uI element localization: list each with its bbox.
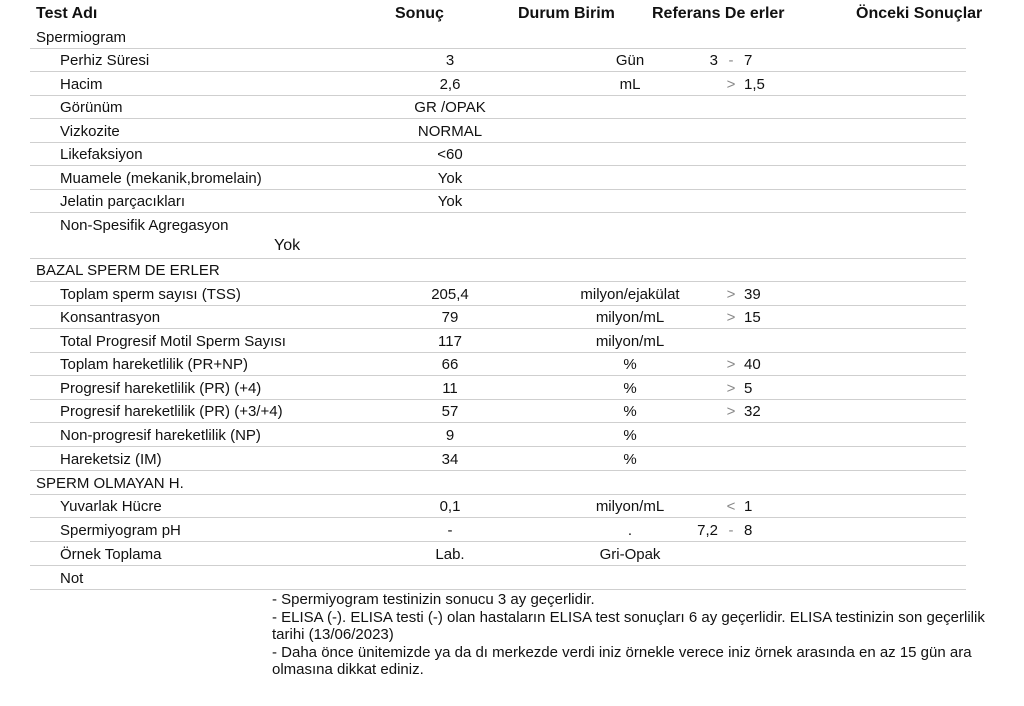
table-row [30,49,966,72]
header-test-name: Test Adı [36,5,98,22]
test-value: NORMAL [417,123,483,140]
test-name: Toplam sperm sayısı (TSS) [60,286,241,303]
test-name: Progresif hareketlilik (PR) (+4) [60,380,262,397]
header-status-unit: Durum Birim [518,5,615,22]
test-value: 205,4 [431,286,469,303]
test-name: Hareketsiz (IM) [60,451,162,468]
ref-value: 5 [744,380,753,397]
section-title: BAZAL SPERM DE ERLER [36,262,220,279]
test-name: Konsantrasyon [60,309,161,326]
test-name: Total Progresif Motil Sperm Sayısı [60,333,286,350]
test-unit: milyon/mL [595,333,665,350]
test-name: Vizkozite [60,123,120,140]
table-row [30,448,966,471]
ref-sign: > [726,286,736,303]
table-row [30,567,966,590]
test-value: 3 [445,52,455,69]
test-name: Jelatin parçacıkları [60,193,186,210]
test-value: <60 [437,146,463,163]
ref-sign: > [726,356,736,373]
ref-value: 32 [744,403,761,420]
test-name: Non-Spesifik Agregasyon [60,217,229,234]
section-row [30,26,966,49]
test-name: Yuvarlak Hücre [60,498,162,515]
ref-sign: > [726,380,736,397]
note-line: - Spermiyogram testinizin sonucu 3 ay geçerlidir. [272,591,595,608]
test-name: Hacim [60,76,103,93]
test-unit: milyon/mL [595,309,665,326]
test-value: 2,6 [439,76,461,93]
test-value: Yok [274,237,301,254]
note-line: - Daha önce ünitemizde ya da dı merkezde verdi iniz örnekle verece iniz örnek arasında en az 15 gün ara olmasına dikkat ediniz. [272,643,972,679]
table-row [30,306,966,329]
table-row [30,167,966,190]
test-unit: Gri-Opak [599,546,661,563]
ref-sign: > [726,403,736,420]
table-row [30,330,966,353]
table-row [30,214,966,259]
test-unit: mL [619,76,641,93]
ref-value: 15 [744,309,761,326]
notes-block [272,591,1012,679]
test-name: Perhiz Süresi [60,52,150,69]
table-row [30,377,966,400]
test-name: Spermiyogram pH [60,522,181,539]
test-value: 9 [445,427,455,444]
note-line: - ELISA (-). ELISA testi (-) olan hastaların ELISA test sonuçları 6 ay geçerlidir. ELISA testinizin son geçerlilik tarihi (13/06/2023) [272,608,985,644]
test-value: 79 [441,309,459,326]
test-value: 34 [441,451,459,468]
section-title: Spermiogram [36,29,127,46]
ref-low: 3 [709,52,718,69]
test-value: 117 [438,333,462,350]
ref-high: 8 [744,522,753,539]
table-row [30,543,966,566]
table-row [30,120,966,143]
test-name: Muamele (mekanik,bromelain) [60,170,262,187]
ref-high: 7 [744,52,753,69]
test-name: Progresif hareketlilik (PR) (+3/+4) [60,403,283,420]
header-reference: Referans De erler [652,5,785,22]
test-unit: . [627,522,633,539]
table-row [30,495,966,518]
test-value: Lab. [435,546,465,563]
test-unit: % [623,427,637,444]
test-name: Toplam hareketlilik (PR+NP) [60,356,248,373]
table-row [30,96,966,119]
test-unit: % [623,451,637,468]
ref-separator: - [728,52,734,69]
ref-value: 40 [744,356,761,373]
test-unit: % [623,356,637,373]
ref-value: 1 [744,498,753,515]
table-row [30,283,966,306]
header-result: Sonuç [395,5,444,22]
ref-sign: < [726,498,736,515]
table-row [30,519,966,542]
ref-separator: - [728,522,734,539]
ref-value: 39 [744,286,761,303]
test-unit: % [623,380,637,397]
table-row [30,353,966,376]
test-value: GR /OPAK [414,99,486,116]
table-row [30,143,966,166]
test-value: 66 [441,356,459,373]
ref-sign: > [726,309,736,326]
table-row [30,424,966,447]
ref-value: 1,5 [744,76,765,93]
table-row [30,73,966,96]
section-row [30,472,966,495]
test-name: Görünüm [60,99,123,116]
ref-sign: > [726,76,736,93]
table-row [30,400,966,423]
test-name: Not [60,570,84,587]
section-row [30,259,966,282]
header-previous: Önceki Sonuçlar [856,5,983,22]
test-name: Non-progresif hareketlilik (NP) [60,427,261,444]
test-unit: Gün [615,52,645,69]
test-name: Örnek Toplama [60,546,162,563]
table-row [30,190,966,213]
test-value: 57 [441,403,459,420]
test-unit: milyon/ejakülat [580,286,680,303]
test-value: - [447,522,453,539]
test-unit: % [623,403,637,420]
section-title: SPERM OLMAYAN H. [36,475,184,492]
test-value: Yok [437,193,463,210]
test-value: 0,1 [439,498,461,515]
ref-low: 7,2 [697,522,718,539]
test-unit: milyon/mL [595,498,665,515]
test-value: 11 [442,380,458,397]
test-value: Yok [437,170,463,187]
test-name: Likefaksiyon [60,146,143,163]
